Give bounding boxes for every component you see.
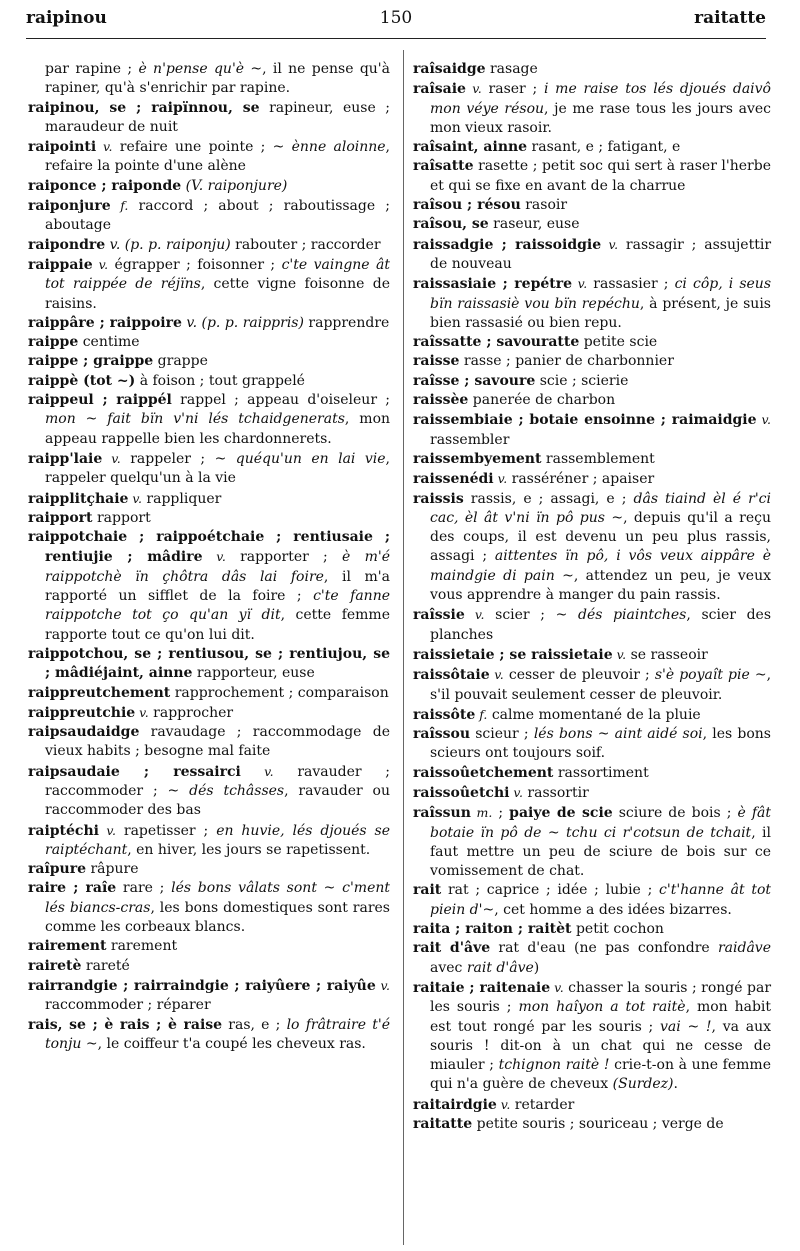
dictionary-entry xyxy=(28,333,390,352)
dictionary-entry xyxy=(28,509,390,528)
definition-text: , il m'a rapporté un sifflet de la foire ; xyxy=(45,568,390,605)
headword: raîpure xyxy=(28,861,87,878)
definition-text: rasette ; petit soc qui sert à raser l'herbe et qui se fixe en avant de la charrue xyxy=(430,158,771,194)
dictionary-entry xyxy=(28,255,390,314)
dictionary-entry xyxy=(28,723,390,762)
dictionary-entry xyxy=(413,920,771,939)
definition-text: petit cochon xyxy=(571,921,664,938)
example-text: (V. raiponjure) xyxy=(181,177,288,194)
dictionary-entry xyxy=(28,879,390,937)
definition-text: rapporteur, euse xyxy=(192,665,315,682)
definition-text: rapetisser ; xyxy=(115,822,217,839)
example-text: mon ~ fait bïn v'ni lés tchaidgenerats xyxy=(45,411,345,428)
definition-text: égrapper ; foisonner ; xyxy=(108,256,282,273)
header-rule xyxy=(26,38,766,39)
grammar-label: f. xyxy=(475,706,488,722)
definition-text: , il faut mettre un peu de sciure de bois sur ce vomissement de chat. xyxy=(430,824,771,880)
definition-text: rasoir xyxy=(520,197,568,214)
example-text: rait d'âve xyxy=(466,959,534,976)
headword: raisse xyxy=(413,353,460,370)
dictionary-entry xyxy=(413,372,771,391)
definition-text: raccord ; about ; raboutissage ; aboutage xyxy=(45,198,390,234)
definition-text: rapprocher xyxy=(148,704,234,721)
definition-text: scie ; scierie xyxy=(535,372,629,389)
example-text: dâs tiaind èl é r'ci cac, èl ât v'ni ïn pô pus ~ xyxy=(430,490,771,526)
dictionary-entry xyxy=(28,937,390,956)
definition-text: sciure de bois ; xyxy=(612,805,738,822)
headword: raîssie xyxy=(413,607,465,624)
grammar-label: v. xyxy=(375,977,391,993)
definition-text: , cette femme rapporte tout ce qu'on lui dit. xyxy=(45,607,390,643)
example-text: i me raise tos lés djoués daivô mon véye résou xyxy=(430,81,771,117)
definition-text: , rappeler quelqu'un à la vie xyxy=(45,450,390,487)
grammar-label: v. xyxy=(465,81,482,97)
dictionary-entry xyxy=(28,976,390,1016)
definition-text: rassasier ; xyxy=(587,276,675,293)
definition-text: retarder xyxy=(510,1096,575,1113)
dictionary-entry xyxy=(28,196,390,236)
dictionary-entry xyxy=(413,138,771,157)
headword: raippotchou, se ; rentiusou, se ; rentiujou, se ; mâdiéjaint, ainne xyxy=(28,645,390,682)
example-text: ci côp, i seus bïn raissasiè vou bïn repéchu xyxy=(430,276,772,312)
headword: raippreutchement xyxy=(28,684,171,701)
definition-text: rassemblement xyxy=(541,450,655,467)
definition-text: grappe xyxy=(153,353,208,370)
headword: raîsse ; savoure xyxy=(413,372,536,389)
dictionary-entry xyxy=(413,764,771,783)
headword: raiponce ; raiponde xyxy=(28,177,182,194)
dictionary-entry xyxy=(413,215,771,234)
dictionary-entry xyxy=(28,60,390,99)
grammar-label: v. xyxy=(135,704,149,720)
headword: raîsaie xyxy=(413,81,466,98)
definition-text: , mon habit est tout rongé par les souris ; xyxy=(430,999,772,1035)
definition-text: rassortir xyxy=(522,784,589,801)
headword: raissenédi xyxy=(413,471,494,488)
grammar-label: v. xyxy=(489,667,504,683)
headword: raitatte xyxy=(413,1116,473,1133)
definition-text: rapport xyxy=(92,509,151,526)
grammar-label: v. xyxy=(496,1096,511,1112)
headword: rait d'âve xyxy=(413,940,491,957)
dictionary-entry xyxy=(28,957,390,976)
definition-text: rassortiment xyxy=(553,764,649,781)
definition-text: ) xyxy=(533,959,540,976)
dictionary-entry xyxy=(28,762,390,821)
definition-text: calme momentané de la pluie xyxy=(487,706,701,723)
headword: raîssun xyxy=(413,805,471,822)
headword: rairrandgie ; rairraindgie ; raiyûere ; raiyûe xyxy=(28,977,376,994)
example-text: lés bons ~ aint aidé soi xyxy=(533,726,703,743)
example-text: en huvie, lés djoués se raiptéchant xyxy=(45,822,390,858)
headword: raipinou, se ; raipïnnou, se xyxy=(28,99,260,116)
definition-text: scier ; xyxy=(484,607,556,624)
dictionary-entry xyxy=(28,177,390,196)
headword: raipointi xyxy=(28,139,97,156)
headword: raissembiaie ; botaie ensoinne ; raimaidgie xyxy=(413,412,757,429)
headword: raissèe xyxy=(413,392,469,409)
example-text: ~ dés piaintches xyxy=(555,607,687,624)
example-text: aittentes ïn pô, i vôs veux aippâre è maindgie di pain ~ xyxy=(430,548,771,584)
headword: paiye de scie xyxy=(509,805,613,822)
example-text: ~ ènne aloinne xyxy=(272,139,386,156)
headword: raita ; raiton ; raitèt xyxy=(413,921,572,938)
definition-text: raseur, euse xyxy=(488,216,580,233)
dictionary-entry xyxy=(28,489,390,509)
definition-text: , en hiver, les jours se rapetissent. xyxy=(127,841,371,858)
definition-text: raccommoder ; réparer xyxy=(45,997,211,1014)
dictionary-entry xyxy=(413,352,771,371)
grammar-label: m. xyxy=(470,805,493,821)
column-divider xyxy=(403,50,404,1245)
headword: raîsou, se xyxy=(413,216,489,233)
headword: raipondre xyxy=(28,236,106,253)
dictionary-entry xyxy=(413,605,771,645)
definition-text: , s'il pouvait seulement cesser de pleuvoir. xyxy=(430,667,772,703)
headword: raippè (tot ~) xyxy=(28,372,136,389)
headword: raîsaidge xyxy=(413,61,486,77)
grammar-label: v. xyxy=(601,236,619,252)
definition-text: rapineur, euse ; maraudeur de nuit xyxy=(45,99,390,135)
definition-text: rappel ; appeau d'oiseleur ; xyxy=(171,392,390,409)
dictionary-entry xyxy=(413,490,771,606)
definition-text: . xyxy=(673,1076,678,1093)
definition-text: par rapine ; xyxy=(45,61,139,77)
headword: raippâre ; raippoire xyxy=(28,314,182,331)
headword: raissoûetchement xyxy=(413,764,554,781)
dictionary-entry xyxy=(28,352,390,371)
headword: raissis xyxy=(413,490,464,507)
definition-text: rasse ; panier de charbonnier xyxy=(459,353,674,370)
example-text: raidâve xyxy=(717,940,772,957)
dictionary-entry xyxy=(413,665,771,705)
example-text: (Surdez) xyxy=(612,1076,674,1093)
dictionary-entry xyxy=(28,391,390,449)
definition-text: rat ; caprice ; idée ; lubie ; xyxy=(441,882,660,899)
example-text: ~ dés tchâsses xyxy=(167,782,285,799)
headword: raiptéchi xyxy=(28,822,99,839)
definition-text: , les bons domestiques sont rares comme les corbeaux blancs. xyxy=(45,899,390,936)
headword: raîssou xyxy=(413,726,471,743)
definition-text: , à présent, je suis bien rassasié ou bien repu. xyxy=(430,295,771,331)
definition-text: ras, e ; xyxy=(222,1016,287,1033)
headword: raissietaie ; se raissietaie xyxy=(413,646,613,663)
definition-text: râpure xyxy=(86,861,139,878)
definition-text: , les bons scieurs ont toujours soif. xyxy=(430,726,771,762)
grammar-label: v. xyxy=(550,979,564,995)
definition-text: , refaire la pointe d'une alène xyxy=(45,139,390,175)
grammar-label: v. xyxy=(102,450,121,466)
headword: raipsaudaidge xyxy=(28,724,140,741)
dictionary-entry xyxy=(413,235,771,275)
definition-text: rat d'eau (ne pas confondre xyxy=(490,940,718,957)
dictionary-entry xyxy=(413,978,771,1095)
dictionary-entry xyxy=(413,1115,771,1134)
dictionary-entry xyxy=(413,881,771,920)
dictionary-entry xyxy=(413,333,771,352)
dictionary-entry xyxy=(413,274,771,333)
definition-text: , cette vigne foisonne de raisins. xyxy=(45,276,390,312)
definition-text: , le coiffeur t'a coupé les cheveux ras. xyxy=(97,1035,366,1052)
dictionary-entry xyxy=(413,391,771,410)
running-head-left: raipinou xyxy=(26,8,107,28)
definition-text: cesser de pleuvoir ; xyxy=(503,667,655,684)
running-head-right: raitatte xyxy=(694,8,766,28)
headword: raippeul ; raippél xyxy=(28,392,172,409)
definition-text: rapporter ; xyxy=(225,549,343,566)
definition-text: petite scie xyxy=(579,334,658,351)
headword: raitaie ; raitenaie xyxy=(413,979,551,996)
headword: raipsaudaie ; ressairci xyxy=(28,763,241,780)
dictionary-entry xyxy=(28,99,390,138)
example-text: è n'pense qu'è ~ xyxy=(138,61,263,77)
definition-text: , cet homme a des idées bizarres. xyxy=(494,901,732,918)
definition-text: rasage xyxy=(485,61,538,77)
definition-text: à foison ; tout grappelé xyxy=(135,372,305,389)
grammar-label: v. xyxy=(756,412,771,428)
definition-text: ravaudage ; raccommodage de vieux habits ; besogne mal faite xyxy=(45,724,390,760)
definition-text: petite souris ; souriceau ; verge de xyxy=(472,1116,724,1133)
headword: raipp'laie xyxy=(28,450,103,467)
example-text: s'è poyaît pie ~ xyxy=(654,667,767,684)
grammar-label: v. xyxy=(612,646,627,662)
definition-text: , ravauder ou raccommoder des bas xyxy=(45,782,390,819)
dictionary-entry xyxy=(28,860,390,879)
dictionary-entry xyxy=(413,79,771,138)
headword: raîsatte xyxy=(413,158,474,175)
definition-text: rasséréner ; apaiser xyxy=(507,471,655,488)
definition-text: rare ; xyxy=(116,880,172,897)
grammar-label: v. xyxy=(128,490,142,506)
grammar-label: v. xyxy=(572,276,588,292)
example-text: è fât botaie ïn pô de ~ tchu ci r'cotsun de tchait xyxy=(430,805,772,841)
dictionary-entry xyxy=(413,469,771,489)
dictionary-entry xyxy=(28,314,390,333)
headword: raissasiaie ; repétre xyxy=(413,276,573,293)
definition-text: rassagir ; assujettir de nouveau xyxy=(430,236,772,272)
dictionary-entry xyxy=(28,1016,390,1055)
left-column xyxy=(28,60,390,1054)
dictionary-entry xyxy=(28,137,390,177)
dictionary-entry xyxy=(413,803,771,881)
dictionary-entry xyxy=(28,372,390,391)
dictionary-entry xyxy=(413,410,771,450)
definition-text: ravauder ; raccommoder ; xyxy=(45,763,390,799)
right-column xyxy=(413,60,771,1134)
dictionary-entry xyxy=(413,939,771,978)
definition-text: rappliquer xyxy=(141,490,222,507)
headword: raissembyement xyxy=(413,450,542,467)
definition-text: , va aux souris ! dit-on à un chat qui ne cesse de miauler ; xyxy=(430,1018,771,1074)
grammar-label: v. xyxy=(464,607,485,623)
definition-text: rarement xyxy=(106,938,178,955)
grammar-label: v. xyxy=(202,549,226,565)
dictionary-entry xyxy=(413,60,771,79)
grammar-label: v. xyxy=(493,471,508,487)
definition-text: , attendez un peu, je veux vous apprendre à manger du pain rassis. xyxy=(430,567,771,604)
dictionary-entry xyxy=(28,645,390,684)
definition-text: se rasseoir xyxy=(626,646,708,663)
headword: raippreutchie xyxy=(28,704,136,721)
grammar-label: v. xyxy=(509,784,523,800)
headword: raitairdgie xyxy=(413,1096,497,1113)
headword: raippe xyxy=(28,334,79,351)
definition-text: rabouter ; raccorder xyxy=(230,236,381,253)
definition-text: , il ne pense qu'à rapiner, qu'à s'enrichir par rapine. xyxy=(45,61,390,97)
example-text: v. (p. p. raippris) xyxy=(181,314,304,331)
grammar-label: f. xyxy=(110,198,129,214)
definition-text: , mon appeau rappelle bien les chardonnerets. xyxy=(45,411,391,447)
example-text: vai ~ ! xyxy=(659,1018,712,1035)
dictionary-entry xyxy=(28,528,390,645)
example-text: c'te fanne raippotche tot ço qu'an yï dit xyxy=(45,588,390,624)
definition-text: , scier des planches xyxy=(430,607,772,643)
dictionary-entry xyxy=(413,725,771,764)
example-text: tchignon raitè ! xyxy=(498,1057,610,1074)
headword: rais, se ; è rais ; è raise xyxy=(28,1016,223,1033)
headword: raissoûetchi xyxy=(413,784,510,801)
definition-text: rassembler xyxy=(430,431,510,448)
example-text: v. (p. p. raiponju) xyxy=(105,236,231,253)
definition-text: centime xyxy=(78,334,140,351)
headword: raippe ; graippe xyxy=(28,353,154,370)
dictionary-entry xyxy=(28,703,390,723)
example-text: ~ quéqu'un en lai vie xyxy=(214,450,386,467)
example-text: c't'hanne ât tot piein d'~ xyxy=(430,882,771,918)
page-number: 150 xyxy=(379,8,413,28)
definition-text: , je me rase tous les jours avec mon vieux rasoir. xyxy=(430,100,771,136)
headword: raîssatte ; savouratte xyxy=(413,334,580,351)
headword: raissadgie ; raissoidgie xyxy=(413,236,602,253)
definition-text: rasant, e ; fatigant, e xyxy=(527,139,681,156)
headword: raîsaint, ainne xyxy=(413,139,528,156)
dictionary-entry xyxy=(28,684,390,703)
definition-text: rapprochement ; comparaison xyxy=(170,684,389,701)
headword: raissôte xyxy=(413,706,476,723)
headword: raire ; raîe xyxy=(28,880,117,897)
dictionary-entry xyxy=(413,1095,771,1115)
grammar-label: v. xyxy=(96,139,113,155)
grammar-label: v. xyxy=(92,256,109,272)
definition-text: rapprendre xyxy=(303,314,390,331)
dictionary-entry xyxy=(28,821,390,861)
dictionary-entry xyxy=(413,705,771,725)
dictionary-entry xyxy=(28,449,390,489)
definition-text: chasser la souris ; rongé par les souris ; xyxy=(430,979,772,1016)
headword: rairetè xyxy=(28,957,82,974)
dictionary-entry xyxy=(413,645,771,665)
example-text: lo frâtraire t'é tonju ~ xyxy=(45,1016,390,1052)
dictionary-entry xyxy=(413,196,771,215)
definition-text: scieur ; xyxy=(470,726,534,743)
dictionary-entry xyxy=(413,450,771,469)
headword: raiponjure xyxy=(28,198,111,215)
definition-text: avec xyxy=(430,959,467,976)
headword: raîsou ; résou xyxy=(413,197,521,214)
grammar-label: v. xyxy=(98,822,116,838)
headword: raippotchaie ; raippoétchaie ; rentiusaie ; rentiujie ; mâdire xyxy=(28,529,390,566)
headword: raippaie xyxy=(28,256,93,273)
headword: raipplitçhaie xyxy=(28,490,129,507)
definition-text: ; xyxy=(492,805,510,822)
grammar-label: v. xyxy=(240,763,274,779)
definition-text: , depuis qu'il a reçu des coups, il est devenu un peu plus rassis, assagi ; xyxy=(430,509,771,565)
example-text: mon haîyon a tot raitè xyxy=(518,999,686,1016)
dictionary-entry xyxy=(413,157,771,196)
example-text: c'te vaingne ât tot raippée de réjïns xyxy=(45,256,390,293)
definition-text: rappeler ; xyxy=(120,450,215,467)
definition-text: panerée de charbon xyxy=(468,392,616,409)
dictionary-entry xyxy=(413,783,771,803)
definition-text: refaire une pointe ; xyxy=(112,139,273,156)
headword: rait xyxy=(413,882,442,899)
headword: raissôtaie xyxy=(413,667,490,684)
headword: raipport xyxy=(28,509,93,526)
example-text: è m'é raippotchè ïn çhôtra dâs lai foire xyxy=(45,549,390,585)
page-header xyxy=(26,8,766,34)
dictionary-entry xyxy=(28,236,390,255)
headword: rairement xyxy=(28,938,107,955)
definition-text: rareté xyxy=(81,957,130,974)
definition-text: raser ; xyxy=(481,81,544,98)
definition-text: rassis, e ; assagi, e ; xyxy=(463,490,634,507)
definition-text: crie-t-on à une femme qui n'a guère de cheveux xyxy=(430,1057,771,1093)
example-text: lés bons vâlats sont ~ c'ment lés biancs-cras xyxy=(45,880,391,916)
